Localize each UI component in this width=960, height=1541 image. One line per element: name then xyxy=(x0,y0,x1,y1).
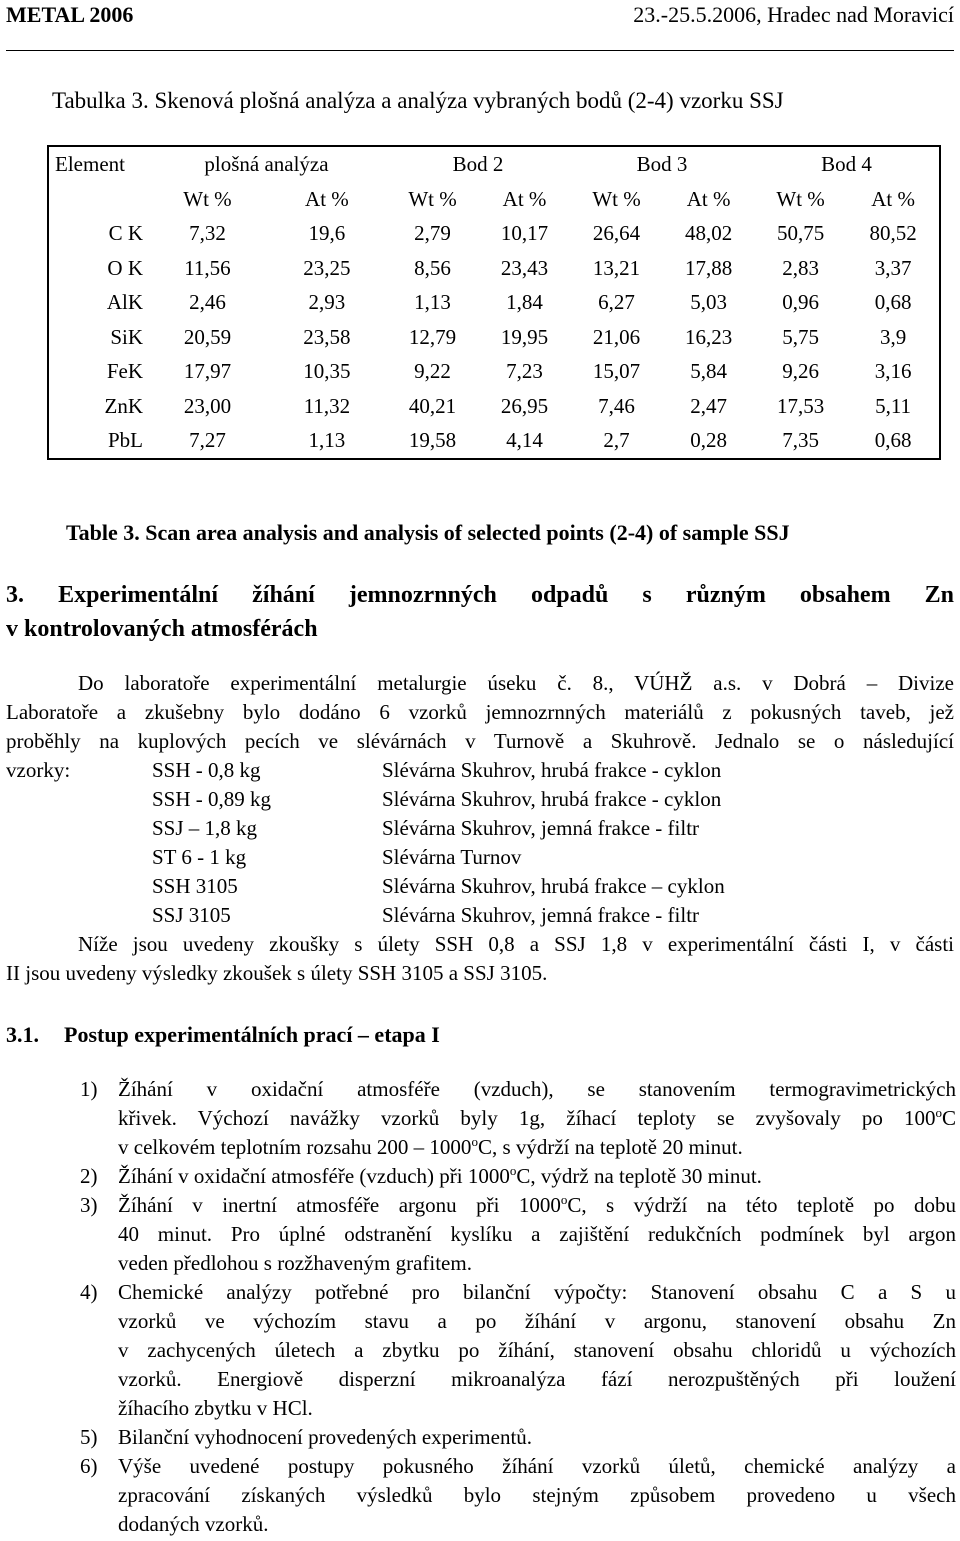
value-cell: 3,37 xyxy=(874,255,912,280)
col-header-element: Element xyxy=(55,152,125,177)
paragraph-line: II jsou uvedeny výsledky zkoušek s úlety SSH 3105 a SSJ 3105. xyxy=(6,961,548,985)
list-item-line: dodaných vzorků. xyxy=(118,1512,269,1536)
value-cell: 2,83 xyxy=(782,255,819,280)
list-item-line xyxy=(118,1104,956,1133)
value-cell: 3,16 xyxy=(874,359,912,384)
text-run: v celkovém teplotním rozsahu 200 – 1000 xyxy=(118,1135,472,1159)
value-cell: 11,56 xyxy=(184,255,231,280)
value-cell: 13,21 xyxy=(592,255,641,280)
table-caption-en: Table 3. Scan area analysis and analysis of selected points (2-4) of sample SSJ xyxy=(66,520,790,545)
element-cell: ZnK xyxy=(104,393,143,418)
list-item-line: vzorků. Energiově disperzní mikroanalýza fází nerozpuštěných při loužení xyxy=(118,1367,956,1391)
sub-header: Wt % xyxy=(183,186,232,211)
value-cell: 20,59 xyxy=(183,324,232,349)
value-cell: 1,84 xyxy=(506,290,543,315)
paragraph-line: Do laboratoře experimentální metalurgie úseku č. 8., VÚHŽ a.s. v Dobrá – Divize xyxy=(78,671,954,695)
col-header-group: Bod 3 xyxy=(636,152,688,177)
value-cell: 6,27 xyxy=(598,290,635,315)
sample-source: Slévárna Skuhrov, hrubá frakce – cyklon xyxy=(382,874,725,898)
value-cell: 2,46 xyxy=(189,290,226,315)
value-cell: 0,68 xyxy=(874,290,912,315)
value-cell: 0,96 xyxy=(782,290,819,315)
table-caption-cz: Tabulka 3. Skenová plošná analýza a analýza vybraných bodů (2-4) vzorku SSJ xyxy=(52,88,784,113)
col-header-group: plošná analýza xyxy=(204,152,329,177)
paragraph-line: Laboratoře a zkušebny bylo dodáno 6 vzorků jemnozrnných materiálů z pokusných taveb, jež xyxy=(6,700,954,724)
list-item xyxy=(80,1423,956,1452)
element-cell: PbL xyxy=(107,428,143,453)
sample-source: Slévárna Skuhrov, hrubá frakce - cyklon xyxy=(382,758,722,782)
list-item-line: Chemické analýzy potřebné pro bilanční výpočty: Stanovení obsahu C a S u xyxy=(118,1280,956,1304)
value-cell: 5,03 xyxy=(690,290,727,315)
value-cell: 2,7 xyxy=(603,428,630,453)
subsection-title-text: Postup experimentálních prací – etapa I xyxy=(64,1022,440,1047)
col-header-group: Bod 4 xyxy=(821,152,872,177)
paragraph-line: Níže jsou uvedeny zkoušky s úlety SSH 0,8 a SSJ 1,8 v experimentální části I, v části xyxy=(78,932,954,956)
conference-dates-place: 23.-25.5.2006, Hradec nad Moravicí xyxy=(633,2,954,27)
sub-header: Wt % xyxy=(408,186,457,211)
list-item-line: veden předlohou s rozžhaveným grafitem. xyxy=(118,1251,472,1275)
subsection-number: 3.1. xyxy=(6,1022,39,1047)
value-cell: 17,97 xyxy=(183,359,232,384)
paragraph-intro xyxy=(6,669,954,756)
value-cell: 7,46 xyxy=(598,393,635,418)
sub-header: At % xyxy=(871,186,915,211)
degree-sup: o xyxy=(471,1134,478,1149)
list-item xyxy=(80,1452,956,1539)
value-cell: 26,95 xyxy=(500,393,549,418)
section-title xyxy=(6,578,954,646)
list-item xyxy=(80,1278,956,1423)
list-item-number: 4) xyxy=(80,1280,98,1304)
element-cell: SiK xyxy=(110,324,143,349)
value-cell: 0,28 xyxy=(690,428,727,453)
list-item-line xyxy=(118,1191,956,1220)
value-cell: 10,35 xyxy=(303,359,351,384)
value-cell: 4,14 xyxy=(506,428,543,453)
value-cell: 7,35 xyxy=(782,428,819,453)
text-run: C xyxy=(941,1106,956,1130)
list-item-number: 3) xyxy=(80,1193,98,1217)
list-item-number: 5) xyxy=(80,1425,98,1449)
value-cell: 5,11 xyxy=(875,393,912,418)
value-cell: 1,13 xyxy=(308,428,346,453)
sub-header: At % xyxy=(502,186,547,211)
section-title-line: 3. Experimentální žíhání jemnozrnných odpadů s různým obsahem Zn xyxy=(6,582,954,608)
text-run: Žíhání v oxidační atmosféře (vzduch) při 1000 xyxy=(118,1164,510,1188)
list-item-line: Bilanční vyhodnocení provedených experimentů. xyxy=(118,1425,533,1449)
sub-header: At % xyxy=(686,186,731,211)
element-cell: C K xyxy=(108,221,143,246)
value-cell: 2,93 xyxy=(308,290,346,315)
text-run: křivek. Výchozí navážky vzorků byly 1g, žíhací teploty se zvyšovaly po 100 xyxy=(118,1106,936,1130)
header-rule xyxy=(6,50,954,51)
list-item-line: vzorků ve výchozím stavu a po žíhání v argonu, stanovení obsahu Zn xyxy=(118,1309,956,1333)
element-cell: O K xyxy=(107,255,143,280)
list-item-line: 40 minut. Pro úplné odstranění kyslíku a zajištění redukčních podmínek byl argon xyxy=(118,1222,956,1246)
text-run: C, s výdrží na teplotě 20 minut. xyxy=(477,1135,743,1159)
list-item-number: 1) xyxy=(80,1077,98,1101)
samples-label: vzorky: xyxy=(6,758,71,782)
sample-source: Slévárna Skuhrov, jemná frakce - filtr xyxy=(382,903,700,927)
value-cell: 80,52 xyxy=(869,221,917,246)
sample-source: Slévárna Skuhrov, jemná frakce - filtr xyxy=(382,816,700,840)
text-run: C, s výdrží na této teplotě po dobu xyxy=(567,1193,956,1217)
value-cell: 9,26 xyxy=(782,359,819,384)
value-cell: 7,32 xyxy=(189,221,226,246)
table-row xyxy=(48,320,940,355)
sample-name: SSH 3105 xyxy=(152,874,238,898)
element-cell: AlK xyxy=(106,290,143,315)
table-row xyxy=(48,423,940,459)
sample-source: Slévárna Turnov xyxy=(382,845,522,869)
conference-name: METAL 2006 xyxy=(6,2,134,27)
degree-sup: o xyxy=(935,1105,942,1120)
paragraph-line: proběhly na kuplových pecích ve slévárnách v Turnově a Skuhrově. Jednalo se o následující xyxy=(6,729,954,753)
value-cell: 16,23 xyxy=(684,324,733,349)
empty-cell xyxy=(48,182,147,217)
value-cell: 12,79 xyxy=(408,324,457,349)
value-cell: 40,21 xyxy=(408,393,457,418)
sample-name: SSH - 0,8 kg xyxy=(152,758,261,782)
value-cell: 19,6 xyxy=(308,221,346,246)
value-cell: 7,27 xyxy=(189,428,226,453)
value-cell: 21,06 xyxy=(592,324,641,349)
table-header-row xyxy=(48,146,940,182)
text-run: C, výdrž na teplotě 30 minut. xyxy=(516,1164,762,1188)
table-row xyxy=(48,285,940,320)
text-run: Žíhání v inertní atmosféře argonu při 1000 xyxy=(118,1193,561,1217)
sub-header: At % xyxy=(305,186,349,211)
table-row xyxy=(48,354,940,389)
list-item-line: zpracování získaných výsledků bylo stejným způsobem provedeno u všech xyxy=(118,1483,956,1507)
value-cell: 19,58 xyxy=(408,428,457,453)
sample-source: Slévárna Skuhrov, hrubá frakce - cyklon xyxy=(382,787,722,811)
analysis-table xyxy=(47,145,941,460)
col-header-group: Bod 2 xyxy=(452,152,504,177)
value-cell: 19,95 xyxy=(500,324,549,349)
list-item-number: 2) xyxy=(80,1164,98,1188)
degree-sup: o xyxy=(560,1192,568,1207)
value-cell: 1,13 xyxy=(414,290,451,315)
subsection-title xyxy=(6,1022,440,1048)
sub-header: Wt % xyxy=(776,186,825,211)
list-item-line: v zachycených úletech a zbytku po žíhání, stanovení obsahu chloridů u výchozích xyxy=(118,1338,956,1362)
paragraph-tests xyxy=(6,930,954,988)
value-cell: 7,23 xyxy=(506,359,543,384)
value-cell: 9,22 xyxy=(414,359,451,384)
value-cell: 2,79 xyxy=(414,221,451,246)
value-cell: 50,75 xyxy=(776,221,825,246)
table-row xyxy=(48,251,940,286)
list-item-line: Žíhání v oxidační atmosféře (vzduch), se stanovením termogravimetrických xyxy=(118,1077,956,1101)
sample-name: SSH - 0,89 kg xyxy=(152,787,272,811)
value-cell: 23,25 xyxy=(303,255,351,280)
table-row xyxy=(48,216,940,251)
value-cell: 2,47 xyxy=(690,393,727,418)
value-cell: 15,07 xyxy=(592,359,641,384)
sub-header: Wt % xyxy=(592,186,641,211)
list-item xyxy=(80,1191,956,1278)
value-cell: 17,53 xyxy=(776,393,825,418)
sample-name: ST 6 - 1 kg xyxy=(152,845,247,869)
value-cell: 26,64 xyxy=(592,221,641,246)
page-header xyxy=(0,0,954,34)
sample-name: SSJ 3105 xyxy=(152,903,231,927)
degree-sup: o xyxy=(509,1163,517,1178)
table-row xyxy=(48,389,940,424)
value-cell: 8,56 xyxy=(414,255,451,280)
value-cell: 23,00 xyxy=(183,393,232,418)
table-subheader-row xyxy=(48,182,940,217)
element-cell: FeK xyxy=(106,359,143,384)
list-item-line: žíhacího zbytku v HCl. xyxy=(118,1396,313,1420)
value-cell: 5,75 xyxy=(782,324,819,349)
list-item-number: 6) xyxy=(80,1454,98,1478)
list-item xyxy=(80,1162,956,1191)
list-item xyxy=(80,1075,956,1162)
value-cell: 11,32 xyxy=(303,393,351,418)
value-cell: 10,17 xyxy=(500,221,549,246)
list-item-line: Výše uvedené postupy pokusného žíhání vzorků úletů, chemické analýzy a xyxy=(118,1454,956,1478)
value-cell: 17,88 xyxy=(684,255,733,280)
value-cell: 0,68 xyxy=(874,428,912,453)
value-cell: 3,9 xyxy=(879,324,907,349)
list-item-line xyxy=(118,1162,956,1191)
value-cell: 5,84 xyxy=(690,359,727,384)
section-title-line: v kontrolovaných atmosférách xyxy=(6,616,318,642)
value-cell: 48,02 xyxy=(684,221,733,246)
value-cell: 23,43 xyxy=(500,255,549,280)
value-cell: 23,58 xyxy=(303,324,351,349)
list-item-line xyxy=(118,1133,956,1162)
sample-name: SSJ – 1,8 kg xyxy=(152,816,258,840)
